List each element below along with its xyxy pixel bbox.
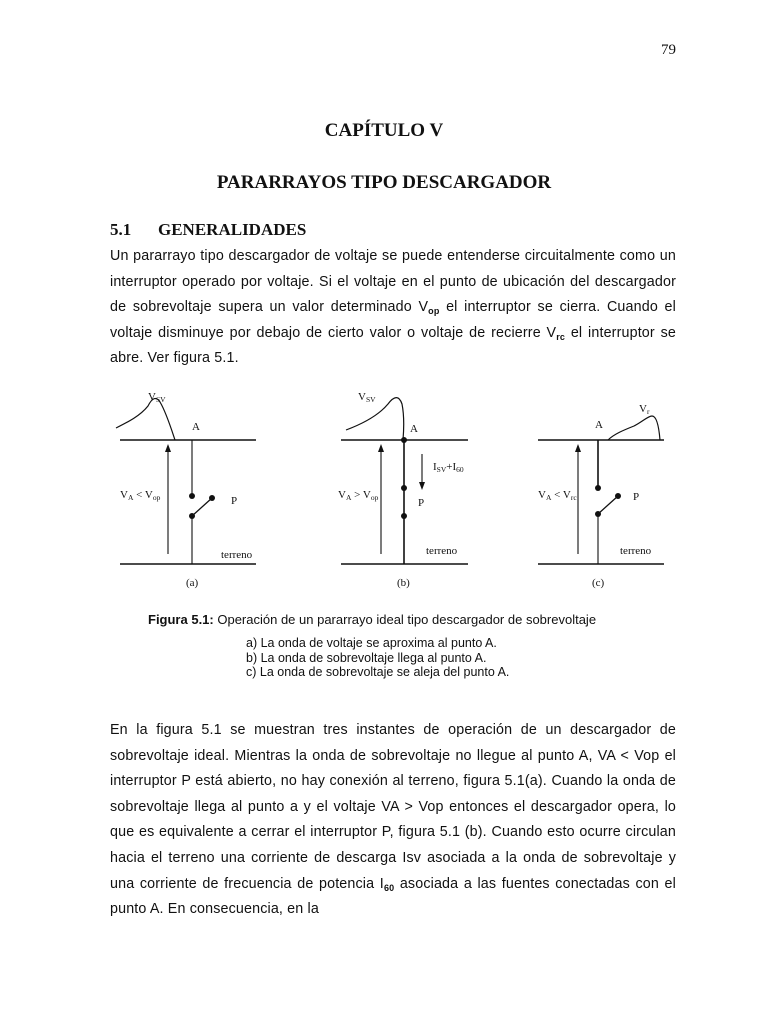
chapter-subtitle: PARARRAYOS TIPO DESCARGADOR [216,172,552,193]
panel-b-condition: VA > Vop [338,489,379,502]
section-heading [110,220,306,240]
panel-b-label: (b) [397,577,410,589]
panel-c-arrow-head [575,444,581,452]
panel-c-switch-blade [598,496,618,514]
panel-b-current-label: ISV+I60 [433,461,464,474]
panel-a [116,391,256,589]
panel-c-label: (c) [592,577,605,589]
panel-a-voltage-wave [116,399,175,440]
subscript-60: 60 [383,882,395,893]
panel-c-ground-label: terreno [620,545,652,557]
panel-c-voltage-wave [608,416,660,440]
panel-c-switch-label: P [633,491,640,503]
panel-a-switch-label: P [231,495,238,507]
panel-a-wave-label: VSV [148,391,166,404]
section-title: GENERALIDADES [158,220,307,239]
paragraph-1-text-a: Un pararrayo tipo descargador de voltaje se puede entenderse circuitalmente como un interruptor operado por voltaje. Si el voltaje en el punto de ubicación del descargador de sobrevoltaje supera un valor determinado V [110,248,676,316]
panel-c-condition: VA < Vrc [538,489,577,502]
panel-a-contact-upper [189,493,195,499]
paragraph-1-text-c: el interruptor se abre. Ver figura 5.1. [110,324,676,367]
paragraph-1 [110,244,676,372]
paragraph-2-text-b: asociada a las fuentes conectadas con el punto A. En consecuencia, en la [110,875,676,918]
figure-caption-label: Figura 5.1: [148,612,214,627]
panel-a-condition: VA < Vop [120,489,161,502]
subscript-op: op [428,306,440,317]
section-number: 5.1 [110,220,132,239]
panel-a-label: (a) [186,577,199,589]
panel-c [538,403,664,589]
chapter-title: CAPÍTULO V [324,120,444,141]
panel-a-node-label: A [192,421,200,433]
figure-item-c: c) La onda de sobrevoltaje se aleja del punto A. [246,665,510,680]
panel-c-contact-upper [595,485,601,491]
panel-b-arrow-head [378,444,384,452]
figure-5-1-diagram [108,388,668,598]
figure-caption [148,612,596,627]
figure-item-b: b) La onda de sobrevoltaje llega al punto A. [246,650,487,665]
figure-caption-text: Operación de un pararrayo ideal tipo descargador de sobrevoltaje [213,612,597,627]
panel-b-ground-label: terreno [426,545,458,557]
panel-c-switch-pivot [615,493,621,499]
panel-b-node-label: A [410,423,418,435]
page-number: 79 [661,42,676,58]
paragraph-2-text-a: En la figura 5.1 se muestran tres instantes de operación de un descargador de sobrevoltaje ideal. Mientras la onda de sobrevoltaje no llegue al punto A, VA < Vop el interruptor P está abierto, no hay conexión al terreno, figura 5.1(a). Cuando la onda de sobrevoltaje llega al punto a y el voltaje VA > Vop entonces el descargador opera, lo que es equivalente a cerrar el interruptor P, figura 5.1 (b). Cuando esto ocurre circulan hacia el terreno una corriente de descarga Isv asociada a la onda de sobrevoltaje y una corriente de frecuencia de potencia I [110,722,676,892]
paragraph-1-text-b: el interruptor se cierra. Cuando el voltaje disminuye por debajo de cierto valor o voltaje de recierre V [110,299,676,341]
panel-c-node-label: A [595,419,603,431]
figure-item-a: a) La onda de voltaje se aproxima al punto A. [246,636,497,650]
panel-b [338,391,468,589]
panel-a-switch-pivot [209,495,215,501]
paragraph-2 [110,718,676,923]
panel-c-wave-label: Vr [639,403,650,416]
panel-a-arrow-head [165,444,171,452]
panel-b-switch-label: P [418,497,425,509]
panel-b-contact-upper [401,485,407,491]
panel-a-ground-label: terreno [221,549,253,561]
panel-b-contact-lower [401,513,407,519]
figure-caption-items [246,636,509,680]
subscript-rc: rc [556,331,566,342]
panel-a-switch-blade [192,498,212,516]
panel-b-current-arrow-head [419,482,425,490]
panel-b-wave-label: VSV [358,391,376,404]
